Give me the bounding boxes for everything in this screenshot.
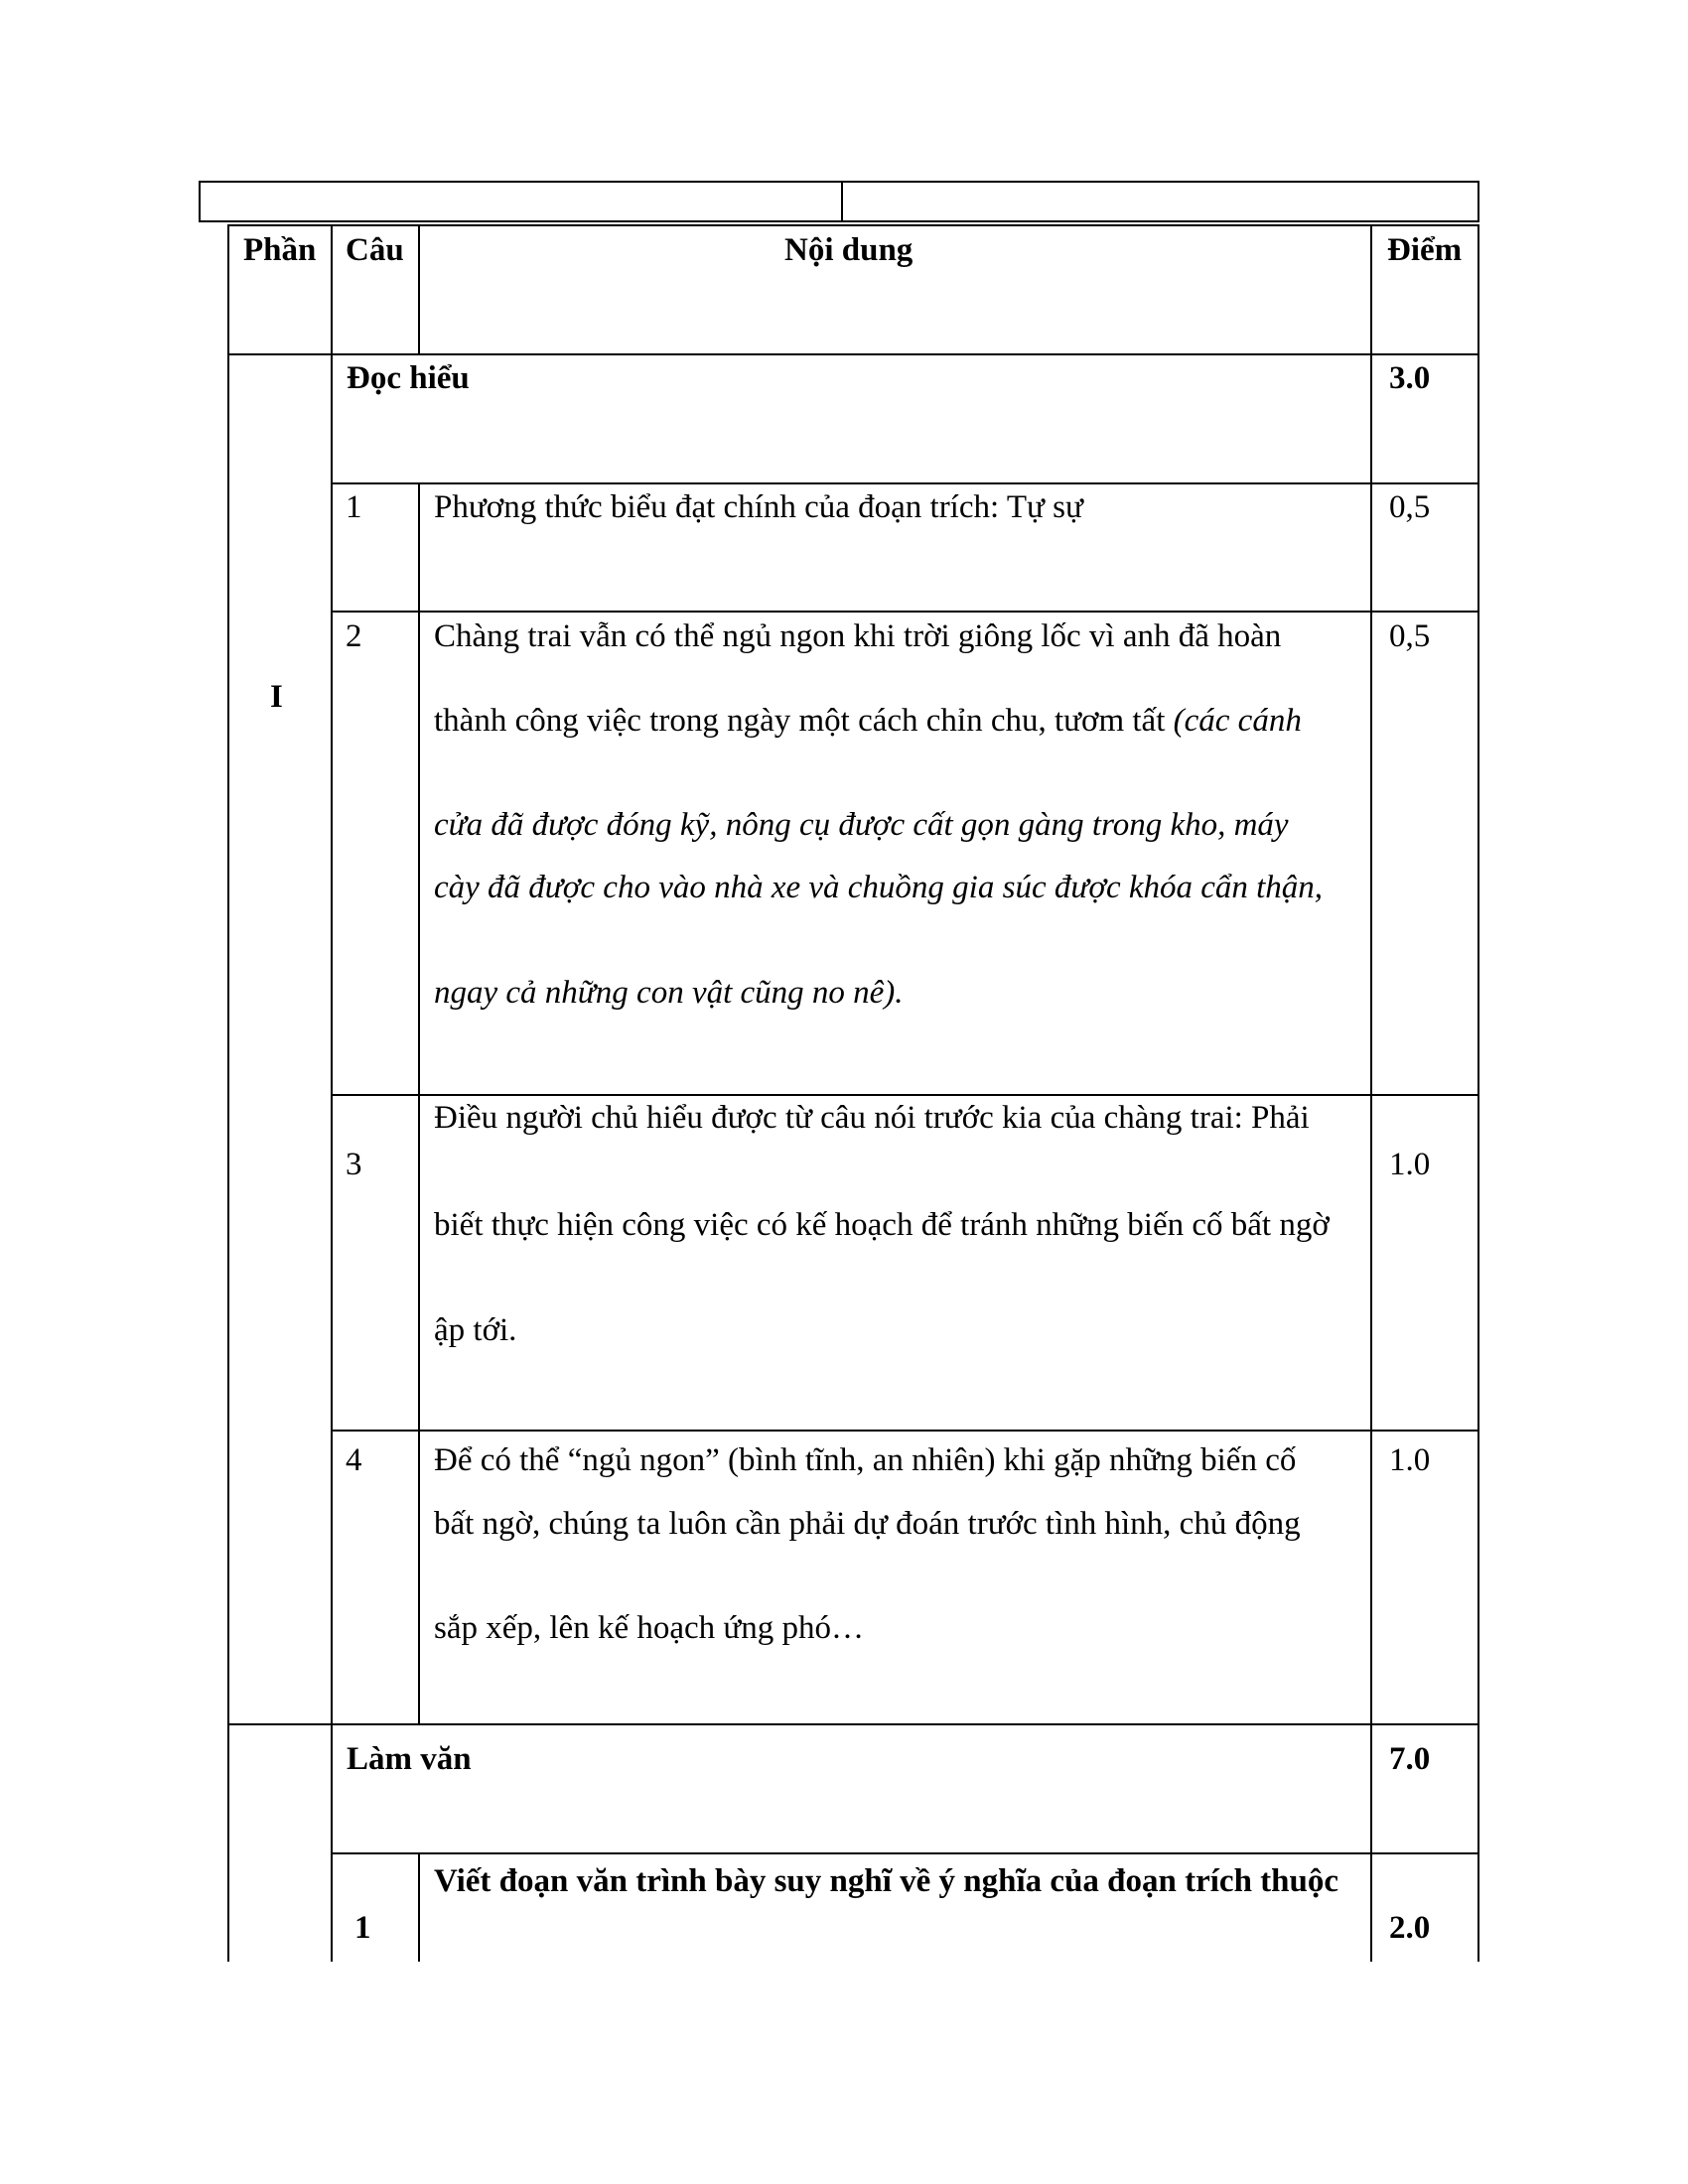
row-line-lam-van — [331, 1852, 1479, 1854]
q2-number: 2 — [346, 618, 362, 654]
q2-line-2 — [434, 701, 1328, 741]
column-divider-cau-bottom — [418, 1852, 420, 1962]
row-line-doc-hieu — [331, 482, 1479, 484]
table-right-border — [1477, 224, 1479, 1962]
q3-line-2: biết thực hiện công việc có kế hoạch để tránh những biến cố bất ngờ — [434, 1207, 1330, 1243]
q1-number: 1 — [346, 489, 362, 525]
q2-line-5: ngay cả những con vật cũng no nê). — [434, 975, 904, 1011]
header-noi-dung: Nội dung — [784, 232, 914, 268]
section-1-title: Đọc hiểu — [347, 360, 470, 396]
row-line-q1 — [331, 611, 1479, 613]
row-line-section-end — [227, 1723, 1479, 1725]
q4-line-2: bất ngờ, chúng ta luôn cần phải dự đoán trước tình hình, chủ động — [434, 1506, 1301, 1542]
section-2-q1-score: 2.0 — [1389, 1910, 1431, 1946]
section-1-score: 3.0 — [1389, 360, 1431, 396]
q4-number: 4 — [346, 1442, 362, 1478]
section-2-q1-number: 1 — [354, 1910, 371, 1946]
header-cau: Câu — [346, 232, 404, 268]
q2-line-2-italic: (các cánh — [1173, 703, 1302, 739]
q2-line-4: cày đã được cho vào nhà xe và chuồng gia súc được khóa cẩn thận, — [434, 870, 1324, 905]
section-2-title: Làm văn — [347, 1741, 472, 1777]
q3-score: 1.0 — [1389, 1147, 1431, 1182]
q3-line-1: Điều người chủ hiểu được từ câu nói trước kia của chàng trai: Phải — [434, 1100, 1310, 1136]
row-line-header — [227, 353, 1479, 355]
section-2-q1-text: Viết đoạn văn trình bày suy nghĩ về ý nghĩa của đoạn trích thuộc — [434, 1863, 1339, 1899]
header-phan: Phần — [243, 232, 317, 268]
q4-line-1: Để có thể “ngủ ngon” (bình tĩnh, an nhiên) khi gặp những biến cố — [434, 1442, 1297, 1478]
q2-score: 0,5 — [1389, 618, 1431, 654]
section-1-label: I — [270, 679, 283, 715]
q1-answer: Phương thức biểu đạt chính của đoạn trích: Tự sự — [434, 489, 1083, 525]
column-divider-diem — [1370, 224, 1372, 1962]
q2-line-3: cửa đã được đóng kỹ, nông cụ được cất gọn gàng trong kho, máy — [434, 807, 1289, 843]
q4-score: 1.0 — [1389, 1442, 1431, 1478]
q1-score: 0,5 — [1389, 489, 1431, 525]
column-divider-phan — [331, 224, 333, 1962]
section-2-score: 7.0 — [1389, 1741, 1431, 1777]
q2-line-2-regular: thành công việc trong ngày một cách chỉn chu, tươm tất — [434, 703, 1174, 739]
row-line-q2 — [331, 1094, 1479, 1096]
q3-line-3: ập tới. — [434, 1312, 517, 1348]
q2-line-1: Chàng trai vẫn có thể ngủ ngon khi trời giông lốc vì anh đã hoàn — [434, 618, 1282, 654]
table-left-border — [227, 224, 229, 1962]
q3-number: 3 — [346, 1147, 362, 1182]
table-top-border — [227, 224, 1479, 226]
q4-line-3: sắp xếp, lên kế hoạch ứng phó… — [434, 1610, 865, 1646]
column-divider-cau — [418, 224, 420, 353]
column-divider-cau-lower — [418, 482, 420, 1723]
row-line-q3 — [331, 1430, 1479, 1432]
header-diem: Điểm — [1387, 232, 1463, 268]
